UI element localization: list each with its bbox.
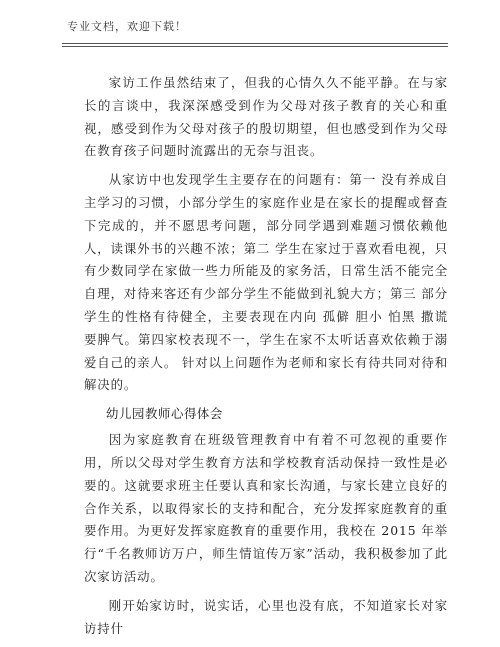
header-rule-bottom: [62, 46, 448, 47]
paragraph: 刚开始家访时，说实话，心里也没有底，不知道家长对家访持什: [84, 597, 448, 636]
page-header: 专业文档，欢迎下载！: [67, 20, 187, 33]
paragraph: 从家访中也发现学生主要存在的问题有：第一 没有养成自主学习的习惯，小部分学生的家庭作业是在家长的提醒或督查下完成的，并不愿思考问题，部分同学遇到难题习惯依赖他人，读课外书的兴趣不浓；第二 学生在家过于喜欢看电视，只有少数同学在家做一些力所能及的家务活，日常生活不能完全自理，对待来客还有少部分学生不能做到礼貌大方；第三 部分学生的性格有待健全，主要表现在内向 孤僻 胆小 怕黑 撒谎 要脾气。第四家校表现不一，学生在家不太听话喜欢依赖于溺爱自己的亲人。 针对以上问题作为老师和家长有待共同对待和解决的。: [84, 172, 448, 393]
paragraph: 因为家庭教育在班级管理教育中有着不可忽视的重要作用，所以父母对学生教育方法和学校教育活动保持一致性是必要的。这就要求班主任要认真和家长沟通，与家长建立良好的合作关系，以取得家长的支持和配合，充分发挥家庭教育的重要作用。为更好发挥家庭教育的重要作用，我校在 2015 年举行“千名教师访万户，师生情谊传万家”活动，我积极参加了此次家访活动。: [84, 432, 448, 584]
paragraph: 家访工作虽然结束了，但我的心情久久不能平静。在与家长的言谈中，我深深感受到作为父母对孩子教育的关心和重视，感受到作为父母对孩子的殷切期望，但也感受到作为父母在教育孩子问题时流露出的无奈与沮丧。: [84, 75, 448, 159]
header-rule-top: [62, 43, 448, 44]
document-body: [84, 72, 448, 640]
section-title: 幼儿园教师心得体会: [106, 406, 223, 422]
